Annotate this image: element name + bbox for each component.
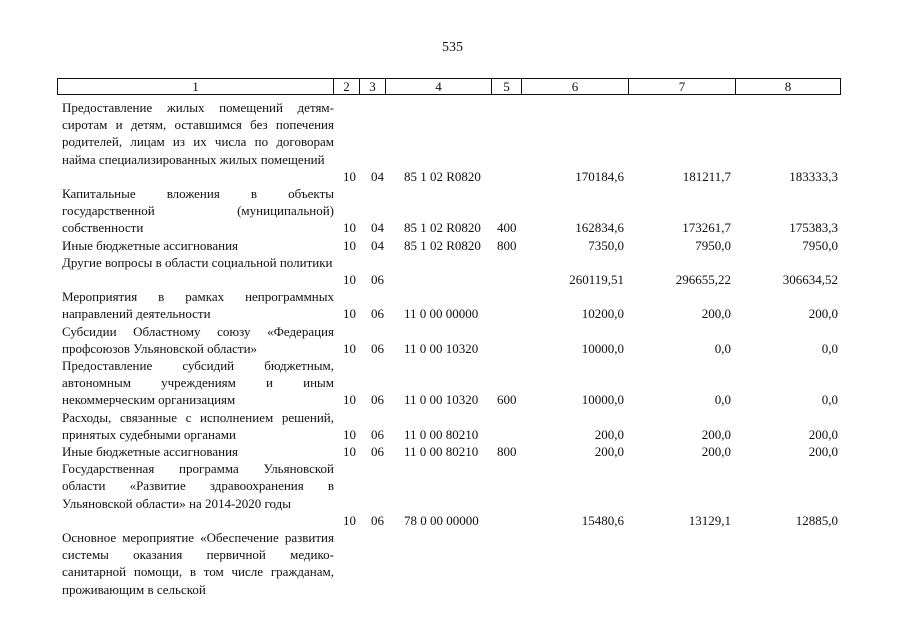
cell-col-6: 7350,0 <box>588 237 624 253</box>
row-label: Расходы, связанные с исполнением решений, принятых судебными органами <box>62 409 334 442</box>
cell-col-2: 10 <box>343 306 356 322</box>
cell-col-5: 800 <box>497 443 517 459</box>
header-col-2: 2 <box>334 79 360 94</box>
cell-col-8: 0,0 <box>821 340 838 356</box>
row-label: Иные бюджетные ассигнования <box>62 443 239 459</box>
cell-col-7: 296655,22 <box>675 271 731 287</box>
cell-col-4: 85 1 02 R0820 <box>404 168 481 184</box>
cell-col-7: 0,0 <box>714 340 731 356</box>
table-row <box>0 288 905 322</box>
cell-col-7: 173261,7 <box>682 220 731 236</box>
cell-col-2: 10 <box>343 271 356 287</box>
table-row <box>0 460 905 529</box>
cell-col-8: 200,0 <box>808 306 838 322</box>
table-row <box>0 443 905 460</box>
header-col-3: 3 <box>360 79 386 94</box>
cell-col-3: 06 <box>371 271 384 287</box>
cell-col-6: 260119,51 <box>569 271 624 287</box>
cell-col-2: 10 <box>343 443 356 459</box>
cell-col-7: 0,0 <box>714 392 731 408</box>
table-row <box>0 409 905 443</box>
cell-col-5: 600 <box>497 392 517 408</box>
cell-col-7: 181211,7 <box>682 168 731 184</box>
table-header <box>57 78 841 95</box>
header-col-6: 6 <box>522 79 629 94</box>
cell-col-3: 06 <box>371 443 384 459</box>
cell-col-3: 04 <box>371 220 384 236</box>
cell-col-2: 10 <box>343 426 356 442</box>
cell-col-8: 7950,0 <box>802 237 838 253</box>
cell-col-8: 0,0 <box>821 392 838 408</box>
cell-col-8: 306634,52 <box>782 271 838 287</box>
cell-col-5: 800 <box>497 237 517 253</box>
row-label: Предоставление жилых помещений детям-сиротам и детям, оставшимся без попечения родителей, лицам из их числа по договорам найма специализированных жилых помещений <box>62 100 334 167</box>
table-row <box>0 323 905 357</box>
table-row <box>0 254 905 288</box>
row-label: Другие вопросы в области социальной политики <box>62 254 333 270</box>
cell-col-3: 06 <box>371 392 384 408</box>
header-col-7: 7 <box>629 79 736 94</box>
cell-col-7: 200,0 <box>701 306 731 322</box>
cell-col-7: 200,0 <box>701 443 731 459</box>
cell-col-2: 10 <box>343 220 356 236</box>
cell-col-4: 85 1 02 R0820 <box>404 220 481 236</box>
cell-col-2: 10 <box>343 340 356 356</box>
cell-col-4: 11 0 00 80210 <box>404 426 479 442</box>
cell-col-5: 400 <box>497 220 517 236</box>
cell-col-3: 06 <box>371 306 384 322</box>
header-col-4: 4 <box>386 79 492 94</box>
cell-col-2: 10 <box>343 512 356 528</box>
cell-col-7: 13129,1 <box>688 512 731 528</box>
cell-col-6: 200,0 <box>594 426 624 442</box>
cell-col-6: 10000,0 <box>581 392 624 408</box>
cell-col-4: 11 0 00 00000 <box>404 306 479 322</box>
cell-col-2: 10 <box>343 392 356 408</box>
row-label: Капитальные вложения в объекты государственной (муниципальной) собственности <box>62 186 334 236</box>
table-row <box>0 529 905 598</box>
cell-col-3: 06 <box>371 512 384 528</box>
cell-col-4: 11 0 00 80210 <box>404 443 479 459</box>
cell-col-6: 10000,0 <box>581 340 624 356</box>
page-number: 535 <box>442 40 463 55</box>
header-col-1: 1 <box>58 79 334 94</box>
row-label: Основное мероприятие «Обеспечение развития системы оказания первичной медико-санитарной помощи, в том числе гражданам, проживающим в сельской <box>62 529 334 597</box>
table-row <box>0 99 905 185</box>
cell-col-8: 200,0 <box>808 426 838 442</box>
cell-col-8: 200,0 <box>808 443 838 459</box>
row-label: Субсидии Областному союзу «Федерация профсоюзов Ульяновской области» <box>62 323 334 356</box>
row-label: Мероприятия в рамках непрограммных направлений деятельности <box>62 289 334 322</box>
row-label: Государственная программа Ульяновской области «Развитие здравоохранения в Ульяновской области» на 2014-2020 годы <box>62 461 334 511</box>
row-label: Предоставление субсидий бюджетным, автономным учреждениям и иным некоммерческим организациям <box>62 357 334 408</box>
table-row <box>0 185 905 237</box>
cell-col-3: 04 <box>371 168 384 184</box>
cell-col-6: 15480,6 <box>581 512 624 528</box>
table-row <box>0 237 905 254</box>
header-col-8: 8 <box>784 79 792 94</box>
cell-col-7: 200,0 <box>701 426 731 442</box>
cell-col-6: 10200,0 <box>581 306 624 322</box>
cell-col-8: 183333,3 <box>789 168 838 184</box>
table-row <box>0 357 905 409</box>
cell-col-2: 10 <box>343 237 356 253</box>
cell-col-6: 170184,6 <box>575 168 624 184</box>
cell-col-3: 06 <box>371 340 384 356</box>
cell-col-7: 7950,0 <box>695 237 731 253</box>
cell-col-4: 85 1 02 R0820 <box>404 237 481 253</box>
cell-col-4: 78 0 00 00000 <box>404 512 479 528</box>
cell-col-3: 06 <box>371 426 384 442</box>
cell-col-4: 11 0 00 10320 <box>404 340 479 356</box>
header-col-5: 5 <box>492 79 522 94</box>
cell-col-6: 200,0 <box>594 443 624 459</box>
table-body <box>0 99 905 598</box>
cell-col-8: 175383,3 <box>789 220 838 236</box>
cell-col-2: 10 <box>343 168 356 184</box>
cell-col-6: 162834,6 <box>575 220 624 236</box>
cell-col-3: 04 <box>371 237 384 253</box>
cell-col-8: 12885,0 <box>795 512 838 528</box>
cell-col-4: 11 0 00 10320 <box>404 392 479 408</box>
row-label: Иные бюджетные ассигнования <box>62 237 239 253</box>
